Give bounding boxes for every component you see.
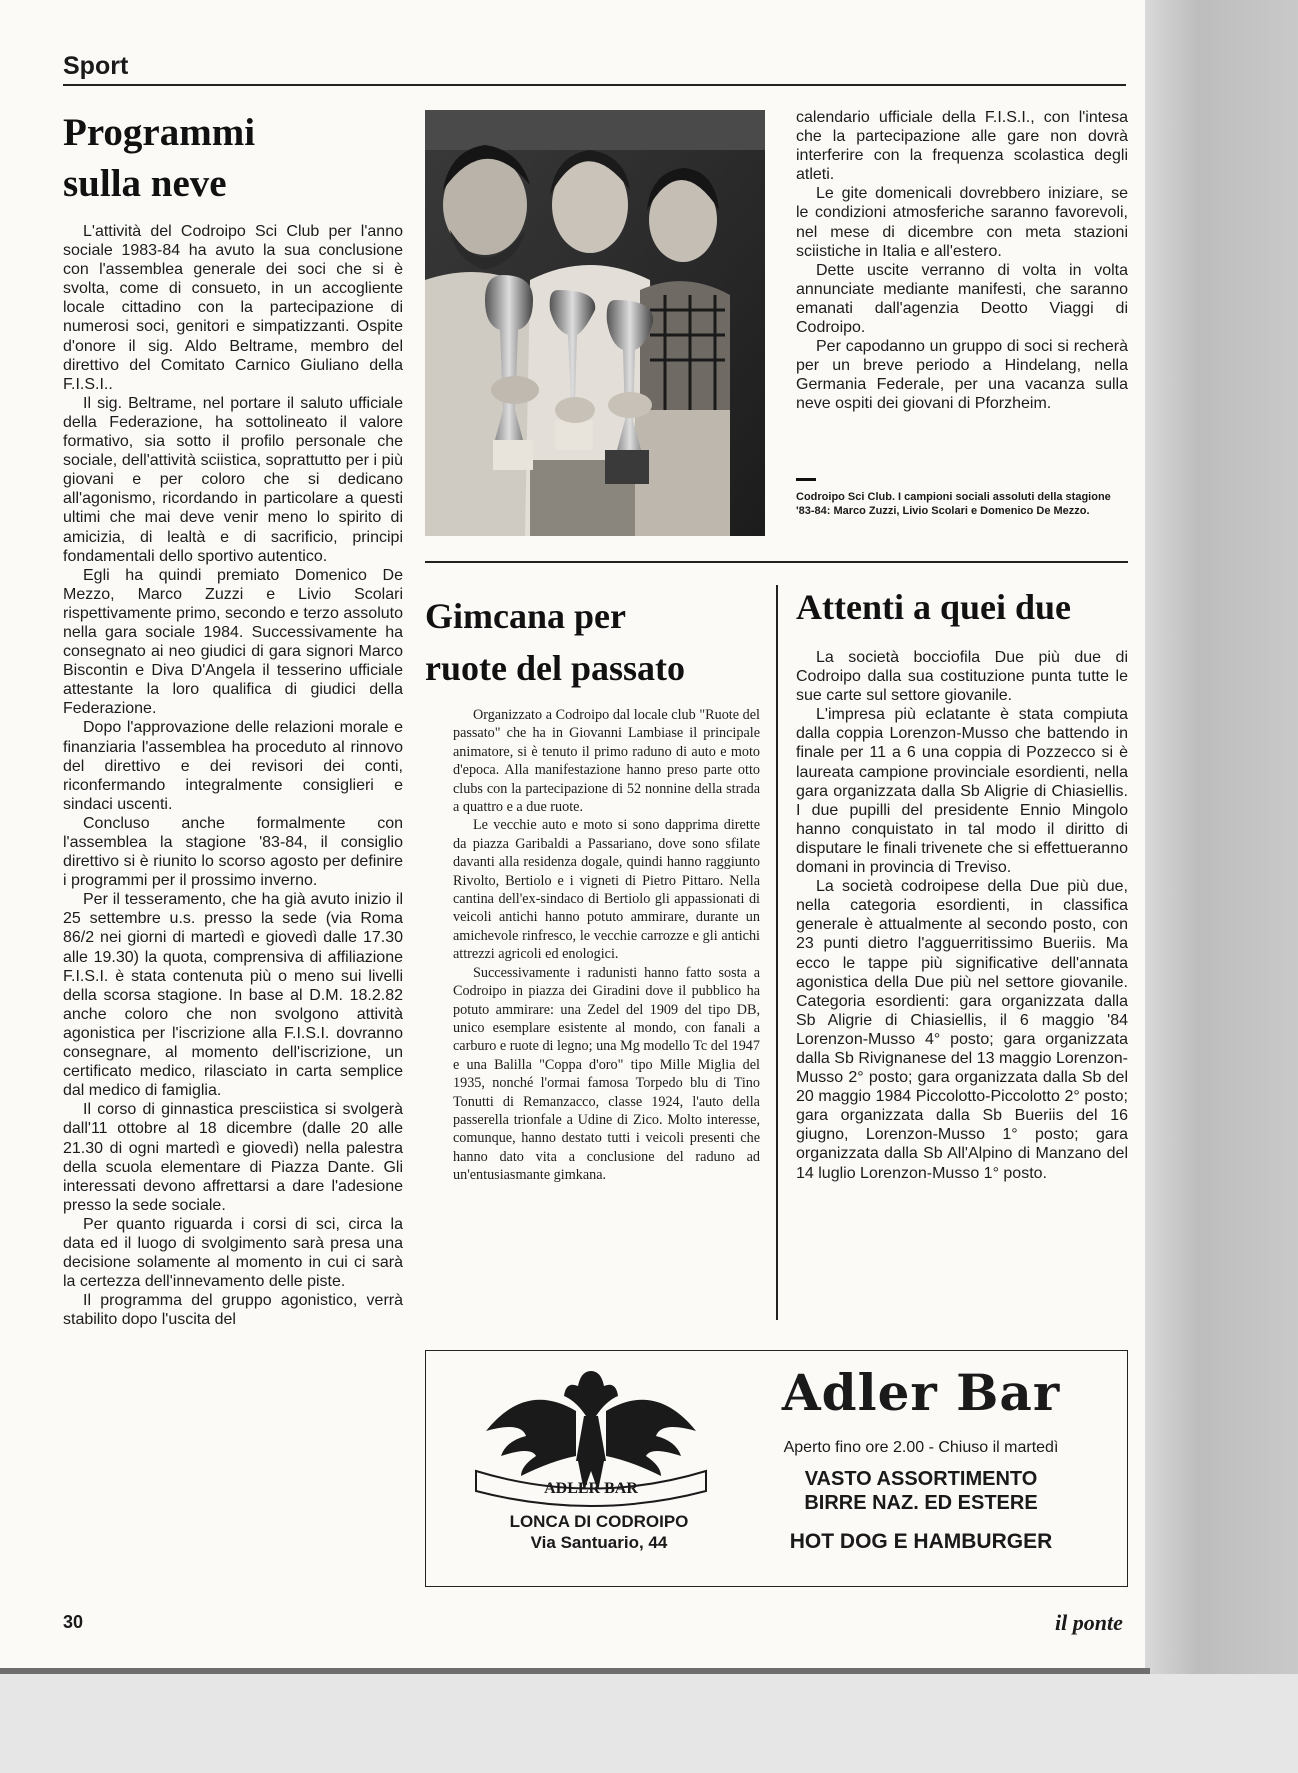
paragraph: Egli ha quindi premiato Domenico De Mezzo, Marco Zuzzi e Livio Scolari rispettivamente primo, secondo e terzo assoluto nella gara sociale 1984. Successivamente ha consegnato ai neo giudici di gara signori Marco Biscontin e Diva D'Angela il tesserino ufficiale attestante la loro qualifica di giudici della Federazione.: [63, 566, 403, 718]
paragraph: Per il tesseramento, che ha già avuto inizio il 25 settembre u.s. presso la sede (via Roma 86/2 nei giorni di martedì e giovedì dalle 17.30 alle 19.30) la quota, comprensiva di affiliazione F.I.S.I. è stata contenuta più o meno sui livelli della scorsa stagione. In base al D.M. 18.2.82 anche coloro che non svolgono attività agonistica per l'iscrizione alla F.I.S.I. dovranno consegnare, al momento dell'iscrizione, un certificato medico, rilasciato in carta semplice dal medico di famiglia.: [63, 891, 403, 1100]
column-divider: [776, 585, 778, 1320]
paragraph: L'impresa più eclatante è stata compiuta dalla coppia Lorenzon-Musso che battendo in finale per 11 a 6 una coppia di Pozzecco si è laureata campione provinciale esordienti, nella gara organizzata dalla Sb Aligrie di Chiasiellis. I due pupilli del presidente Ennio Mingolo hanno conquistato in tal modo il diritto di disputare le finali trivenete che si effettueranno domani in provincia di Treviso.: [796, 706, 1128, 877]
page-edge: [1145, 0, 1298, 1773]
photo-illustration: [425, 110, 765, 536]
paragraph: L'attività del Codroipo Sci Club per l'anno sociale 1983-84 ha avuto la sua conclusione con l'assemblea generale dei soci che si è svolta, come di consueto, in un accogliente locale cittadino con la partecipazione di numerosi soci, genitori e simpatizzanti. Ospite d'onore il sig. Aldo Beltrame, membro del direttivo del Comitato Carnico Giuliano della F.I.S.I..: [63, 223, 403, 393]
address-line1: LONCA DI CODROIPO: [509, 1512, 689, 1531]
article-programmi-continuation: [796, 108, 1128, 414]
paragraph: Per capodanno un gruppo di soci si recherà per un breve periodo a Hindelang, nella Germania Federale, per una vacanza sulla neve ospiti dei giovani di Pforzheim.: [796, 338, 1128, 413]
paragraph: calendario ufficiale della F.I.S.I., con l'intesa che la partecipazione alle gare non dovrà interferire con la frequenza scolastica degli atleti.: [796, 109, 1128, 184]
advert-name: Adler Bar: [781, 1363, 1061, 1422]
article-programmi-body: [63, 222, 403, 1329]
emblem-text: ADLER BAR: [544, 1480, 638, 1497]
advert-line3: HOT DOG E HAMBURGER: [789, 1530, 1053, 1553]
paragraph: Il sig. Beltrame, nel portare il saluto ufficiale della Federazione, ha sottolineato il valore formativo, sia sotto il profilo personale che sociale, dell'attività sciistica, soprattutto per i più giovani e per coloro che si dedicano all'agonismo, ricordando in particolare a questi ultimi che mai deve venir meno lo spirito di amicizia, di lealtà e di sacrificio, principi fondamentali dello sportivo autentico.: [63, 394, 403, 565]
paragraph: Per quanto riguarda i corsi di sci, circa la data ed il luogo di svolgimento sarà presa una decisione solamente al momento in cui ci sarà la certezza dell'innevamento delle piste.: [63, 1215, 403, 1291]
paragraph: Il programma del gruppo agonistico, verrà stabilito dopo l'uscita del: [63, 1292, 403, 1329]
article-gimcana-title: [425, 590, 765, 694]
paragraph: Le gite domenicali dovrebbero iniziare, se le condizioni atmosferiche saranno favorevoli, nel mese di dicembre con meta stazioni sciistiche in Italia e all'estero.: [796, 185, 1128, 260]
paragraph: Le vecchie auto e moto si sono dapprima dirette da piazza Garibaldi a Passariano, dove sono sfilate davanti alla residenza dogale, quindi hanno raggiunto Rivolto, Bertiolo e i vigneti di Pietro Pittaro. Nella cantina dell'ex-sindaco di Bertiolo gli appassionati di veicoli antichi hanno potuto ammirare, durante un amichevole rinfresco, le vecchie carrozze e gli antichi attrezzi agricoli ed enologici.: [453, 817, 760, 963]
paragraph: La società codroipese della Due più due, nella categoria esordienti, in classifica generale è attualmente al secondo posto, con 23 punti dietro l'agguerritissimo Bueriis. Ma ecco le tappe più significative dell'annata agonistica della Due più nel settore giovanile. Categoria esordienti: gara organizzata dalla Sb Aligrie di Chiasiellis, il 6 maggio '84 Lorenzon-Musso 4° posto; gara organizzata dalla Sb Rivignanese del 13 maggio Lorenzon-Musso 2° posto; gara organizzata dalla Sb del 20 maggio 1984 Piccolotto-Piccolotto 2° posto; gara organizzata dalla Sb Bueriis del 16 giugno, Lorenzon-Musso 1° posto; gara organizzata dalla Sb All'Alpino di Manzano del 14 luglio Lorenzon-Musso 1° posto.: [796, 878, 1128, 1182]
eagle-emblem-icon: [466, 1361, 716, 1511]
article-programmi-title-line2: sulla neve: [63, 161, 227, 205]
background-below-page: [0, 1674, 1298, 1773]
caption-marker: [796, 478, 816, 481]
paragraph: Concluso anche formalmente con l'assemblea la stagione '83-84, il consiglio direttivo si è riunito lo scorso agosto per definire i programmi per il prossimo inverno.: [63, 814, 403, 890]
advert-line1: VASTO ASSORTIMENTO: [804, 1468, 1038, 1490]
section-divider: [425, 561, 1128, 563]
paragraph: La società bocciofila Due più due di Codroipo dalla sua costituzione punta tutte le sue carte sul settore giovanile.: [796, 649, 1128, 705]
advert-hours: Aperto fino ore 2.00 - Chiuso il martedì: [783, 1439, 1059, 1456]
paragraph: Il corso di ginnastica presciistica si svolgerà dall'11 ottobre al 18 dicembre (dalle 20 alle 21.30 di ogni martedì e giovedì) nella palestra della scuola elementare di Piazza Dante. Gli interessati devono affrettarsi a dare l'adesione presso la sede sociale.: [63, 1101, 403, 1214]
page-number: 30: [63, 1612, 84, 1632]
article-programmi-title: [63, 108, 403, 209]
section-rule: [63, 84, 1126, 86]
article-gimcana-body: [453, 706, 760, 1185]
address-line2: Via Santuario, 44: [530, 1533, 668, 1552]
article-attenti-title: Attenti a quei due: [796, 587, 1072, 627]
paragraph: Dette uscite verranno di volta in volta annunciate mediante manifesti, che saranno emanati dall'agenzia Deotto Viaggi di Codroipo.: [796, 261, 1128, 337]
article-attenti-body: [796, 648, 1128, 1183]
advert-address: [484, 1511, 714, 1553]
article-gimcana-title-line1: Gimcana per: [425, 596, 626, 636]
photo-caption: Codroipo Sci Club. I campioni sociali assoluti della stagione '83-84: Marco Zuzzi, Livio Scolari e Domenico De Mezzo.: [796, 491, 1111, 517]
magazine-brand: il ponte: [1055, 1610, 1123, 1635]
paragraph: Successivamente i radunisti hanno fatto sosta a Codroipo in piazza dei Giradini dove il pubblico ha potuto ammirare: una Zedel del 1909 del tipo DB, unico esemplare esistente al mondo, con fanali a carburo e ruote di legno; una Mg modello Tc del 1947 e una Balilla "Coppa d'oro" tipo Mille Miglia del 1935, nonché l'ormai famosa Torpedo blu di Tino Tonutti di Remanzacco, classe 1924, l'auto della passerella trionfale a Udine di Zico. Molto interesse, comunque, hanno destato tutti i veicoli presenti che hanno dato vita a conclusione del raduno ad un'entusiasmante gimkana.: [453, 964, 760, 1184]
advert-line2: BIRRE NAZ. ED ESTERE: [804, 1492, 1038, 1514]
article-programmi-title-line1: Programmi: [63, 111, 256, 154]
article-gimcana-title-line2: ruote del passato: [425, 648, 685, 688]
section-label: Sport: [63, 52, 129, 80]
ski-club-photo: [425, 110, 765, 536]
paragraph: Organizzato a Codroipo dal locale club "Ruote del passato" che ha in Giovanni Lambiase il principale animatore, si è tenuto il primo raduno di auto e moto d'epoca. Alla manifestazione hanno preso parte otto clubs con la partecipazione di 52 nonnine della strada a quattro e a due ruote.: [453, 707, 760, 816]
adler-bar-advert: [425, 1350, 1128, 1587]
paragraph: Dopo l'approvazione delle relazioni morale e finanziaria l'assemblea ha proceduto al rinnovo del direttivo e dei revisori dei conti, riconfermando integralmente consiglieri e sindaci uscenti.: [63, 719, 403, 813]
